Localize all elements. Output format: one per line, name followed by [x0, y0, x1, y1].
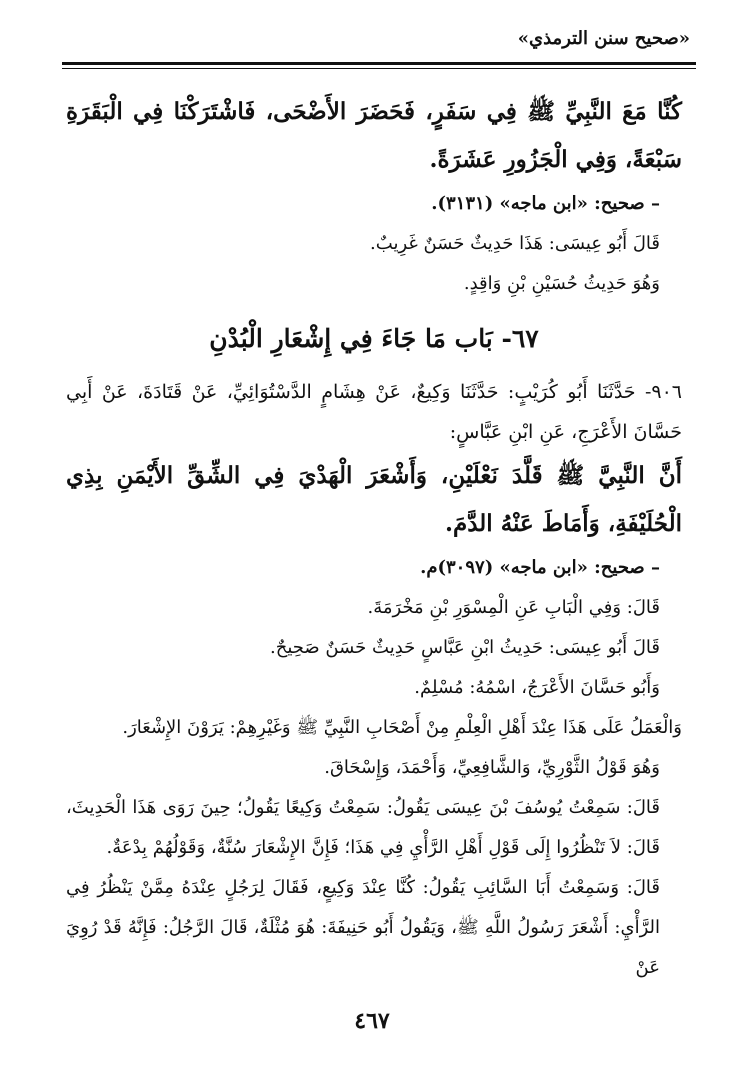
- commentary-line: قَالَ أَبُو عِيسَى: هَذَا حَدِيثٌ حَسَنٌ غَرِيبٌ.: [370, 233, 660, 254]
- hadith-matn: أَنَّ النَّبِيَّ ﷺ قَلَّدَ نَعْلَيْنِ، وَأَشْعَرَ الْهَدْيَ فِي الشِّقِّ الأَيْمَنِ بِذِي الْحُلَيْفَةِ، وَأَمَاطَ عَنْهُ الدَّمَ.: [66, 462, 682, 537]
- commentary-paragraph: قَالَ: سَمِعْتُ يُوسُفَ بْنَ عِيسَى يَقُولُ: سَمِعْتُ وَكِيعًا يَقُولُ؛ حِينَ رَوَى هَذَا الْحَدِيثَ، قَالَ: لاَ تَنْظُرُوا إِلَى قَوْلِ أَهْلِ الرَّأْيِ فِي هَذَا؛ فَإِنَّ الإِشْعَارَ سُنَّةٌ، وَقَوْلُهُمْ بِدْعَةٌ.: [66, 797, 660, 858]
- commentary-paragraph: قَالَ: وَسَمِعْتُ أَبَا السَّائِبِ يَقُولُ: كُنَّا عِنْدَ وَكِيعٍ، فَقَالَ لِرَجُلٍ عِنْدَهُ مِمَّنْ يَنْظُرُ فِي الرَّأْيِ: أَشْعَرَ رَسُولُ اللَّهِ ﷺ، وَيَقُولُ أَبُو حَنِيفَةَ: هُوَ مُثْلَةٌ، قَالَ الرَّجُلُ: فَإِنَّهُ قَدْ رُوِيَ عَنْ: [66, 877, 660, 978]
- page-number: ٤٦٧: [354, 1008, 390, 1034]
- grading-line: – صحيح: «ابن ماجه» (٣٠٩٧)م.: [420, 557, 660, 578]
- commentary-line: وَالْعَمَلُ عَلَى هَذَا عِنْدَ أَهْلِ الْعِلْمِ مِنْ أَصْحَابِ النَّبِيِّ ﷺ وَغَيْرِهِمْ: يَرَوْنَ الإِشْعَارَ.: [122, 717, 682, 738]
- grading-line: – صحيح: «ابن ماجه» (٣١٣١).: [431, 193, 660, 214]
- hadith-isnad: ٩٠٦- حَدَّثَنَا أَبُو كُرَيْبٍ: حَدَّثَنَا وَكِيعٌ، عَنْ هِشَامٍ الدَّسْتُوَائِيِّ، عَنْ قَتَادَةَ، عَنْ أَبِي حَسَّانَ الأَعْرَجِ، عَنِ ابْنِ عَبَّاسٍ:: [66, 381, 682, 443]
- commentary-line: وَأَبُو حَسَّانَ الأَعْرَجُ، اسْمُهُ: مُسْلِمٌ.: [414, 677, 660, 698]
- commentary-line: وَهُوَ حَدِيثُ حُسَيْنِ بْنِ وَاقِدٍ.: [463, 273, 660, 294]
- page-body: [66, 88, 682, 988]
- chapter-heading: ٦٧- بَاب مَا جَاءَ فِي إِشْعَارِ الْبُدْنِ: [209, 324, 539, 353]
- header-rule-thick: [62, 62, 696, 65]
- header-rule-thin: [62, 68, 696, 69]
- commentary-line: قَالَ: وَفِي الْبَابِ عَنِ الْمِسْوَرِ بْنِ مَخْرَمَةَ.: [367, 597, 660, 618]
- commentary-line: وَهُوَ قَوْلُ الثَّوْرِيِّ، وَالشَّافِعِيِّ، وَأَحْمَدَ، وَإِسْحَاقَ.: [324, 757, 660, 778]
- hadith-text-continued: كُنَّا مَعَ النَّبِيِّ ﷺ فِي سَفَرٍ، فَحَضَرَ الأَضْحَى، فَاشْتَرَكْنَا فِي الْبَقَرَةِ سَبْعَةً، وَفِي الْجَزُورِ عَشَرَةً.: [66, 98, 682, 173]
- commentary-line: قَالَ أَبُو عِيسَى: حَدِيثُ ابْنِ عَبَّاسٍ حَدِيثٌ حَسَنٌ صَحِيحٌ.: [270, 637, 660, 658]
- running-header: «صحيح سنن الترمذي»: [517, 28, 690, 49]
